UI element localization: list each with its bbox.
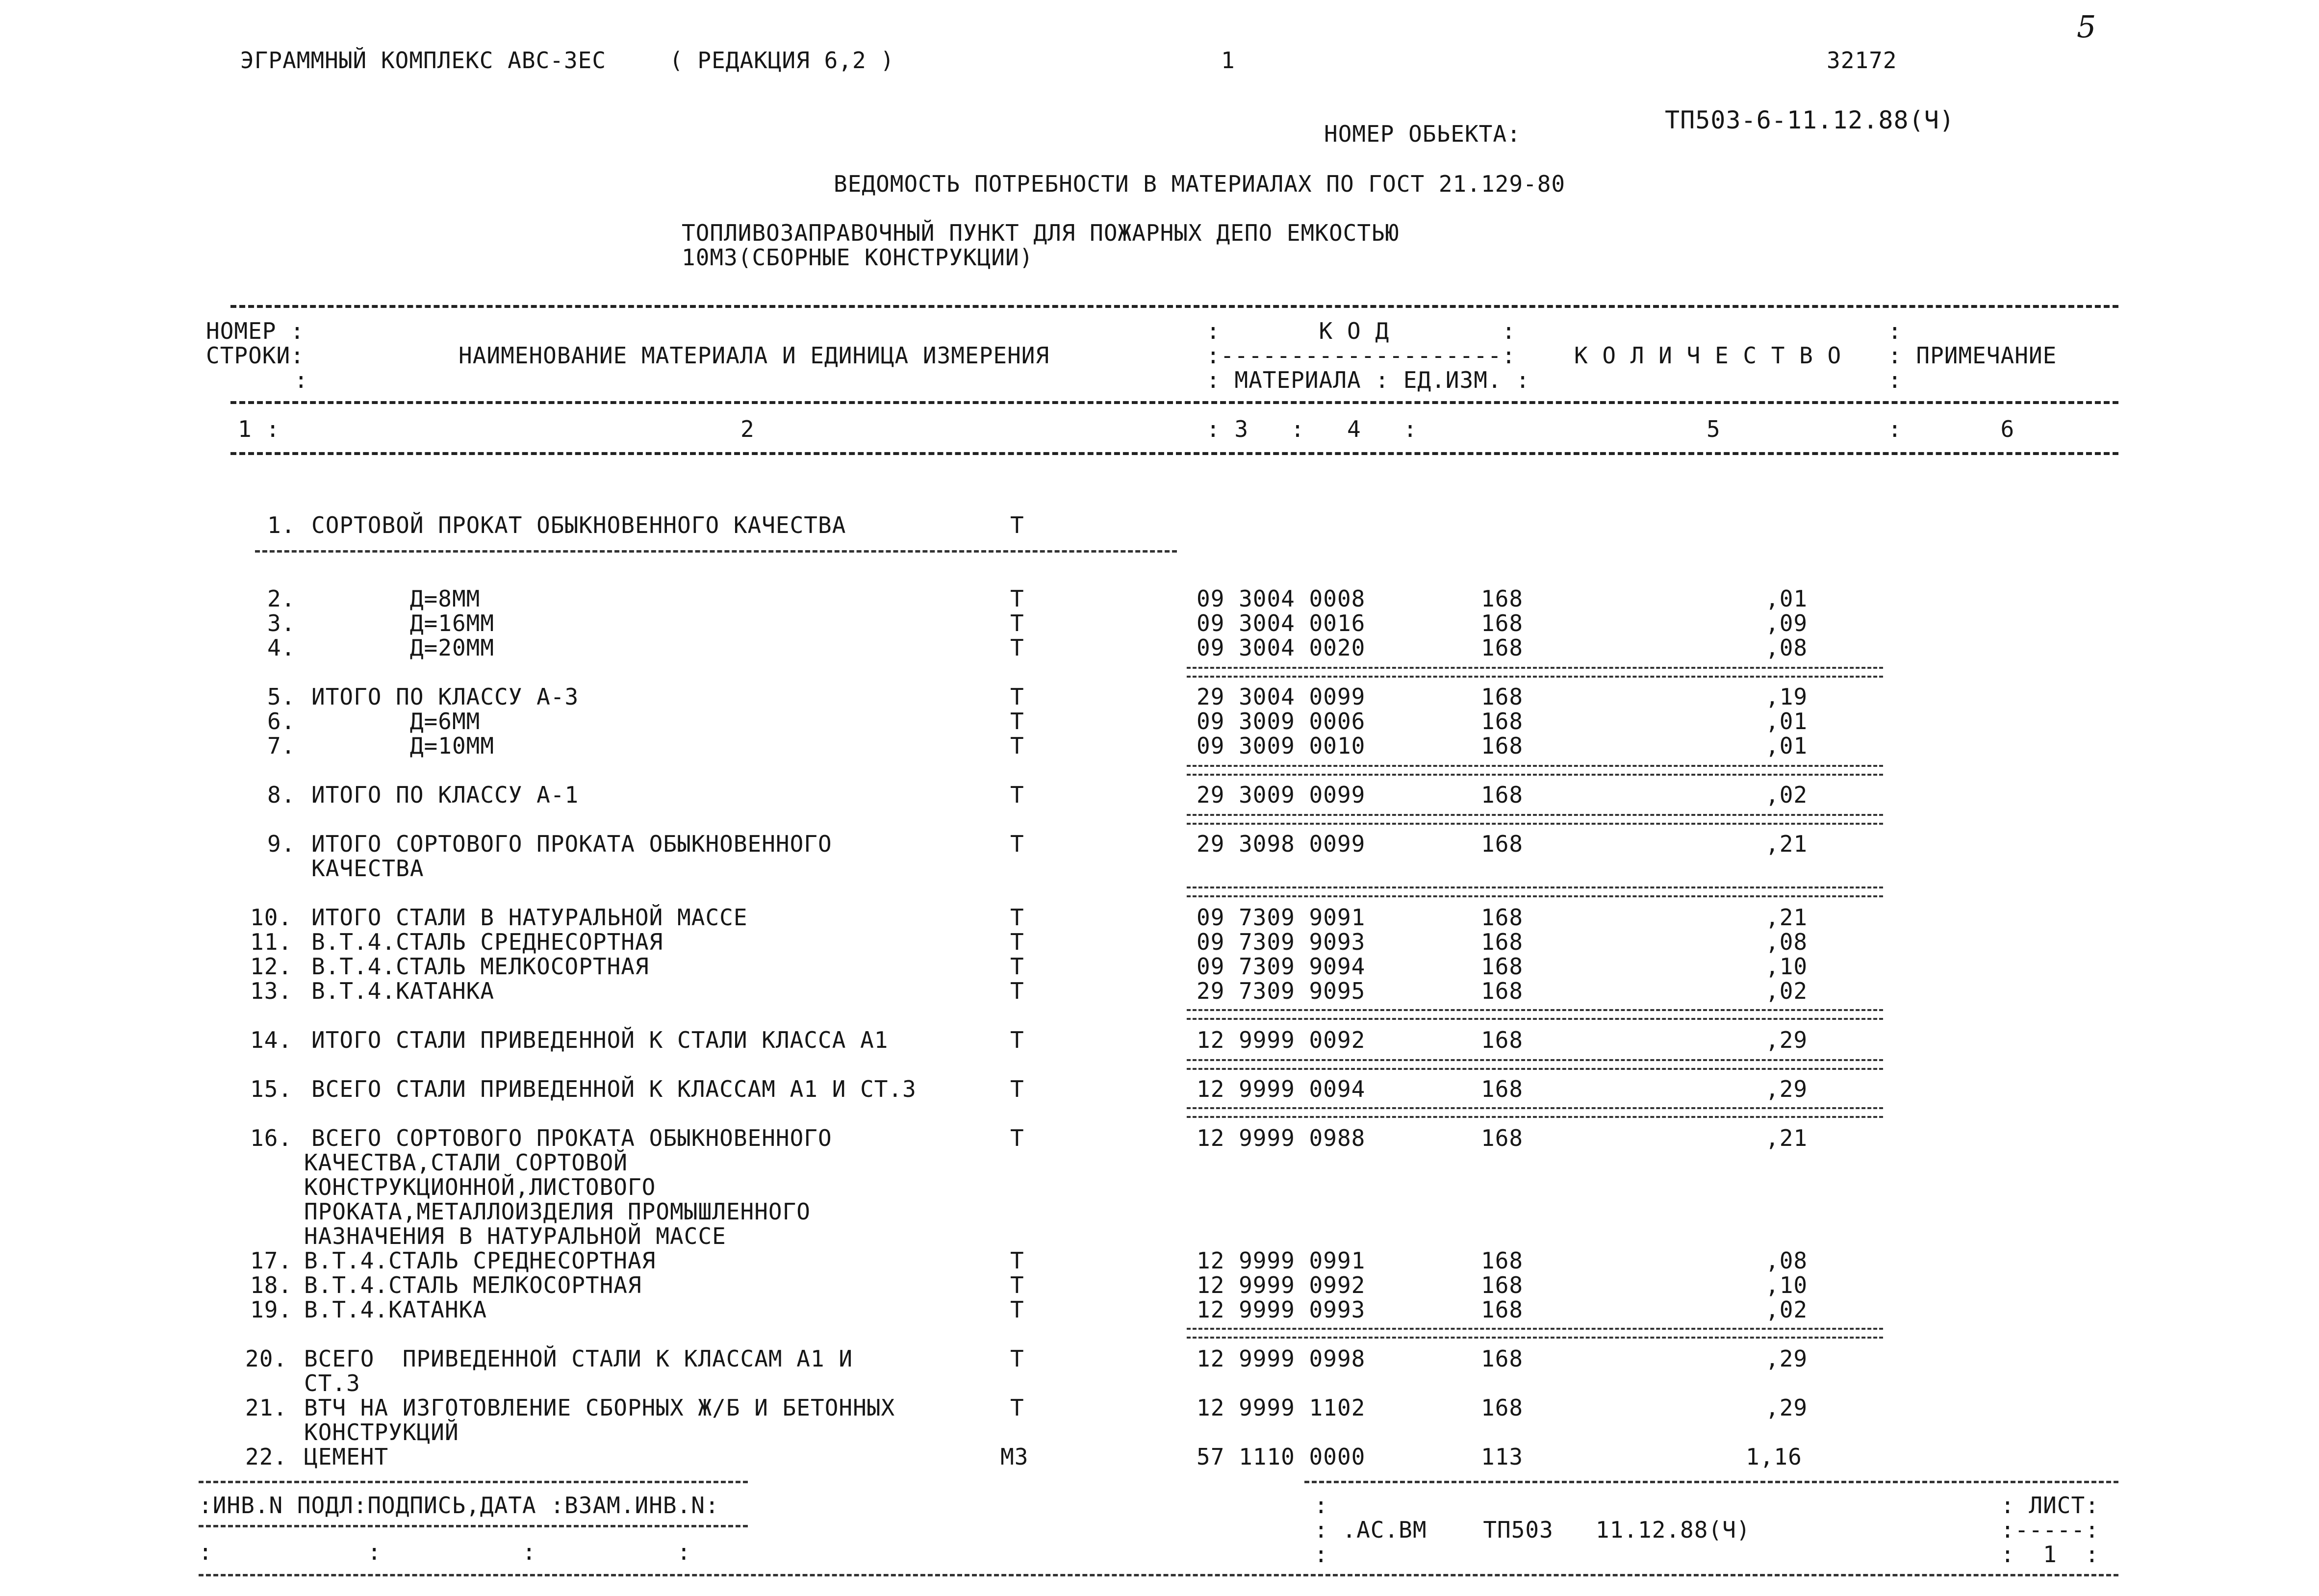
col-number-6: : 6 [1888, 416, 2015, 442]
col-rownum-header-c: : [294, 367, 308, 393]
row-unit-code: 168 [1481, 1345, 1524, 1372]
total-separator [1187, 667, 1883, 678]
row-material-code: 09 3009 0006 [1197, 708, 1366, 735]
row-unit-code: 168 [1481, 831, 1524, 857]
row-quantity: ,08 [1765, 1247, 1808, 1274]
table-row [0, 1273, 2319, 1297]
document-code: 32172 [1827, 47, 1897, 74]
row-material-code: 12 9999 1102 [1197, 1394, 1366, 1421]
table-row [0, 709, 2319, 734]
row-quantity: ,29 [1765, 1027, 1808, 1053]
stamp-doc-a: : [1314, 1492, 1328, 1519]
row-number: 1. [267, 512, 296, 538]
row-number: 9. [267, 831, 296, 857]
row-quantity: ,02 [1765, 782, 1808, 808]
row-material-code: 09 7309 9094 [1197, 953, 1366, 980]
stamp-top-rule [1304, 1481, 2118, 1483]
row-unit: Т [1010, 1394, 1024, 1421]
row-quantity: ,29 [1765, 1345, 1808, 1372]
table-row [0, 684, 2319, 709]
row-unit: Т [1010, 733, 1024, 759]
table-row [0, 586, 2319, 611]
row-name-continued: СТ.3 [304, 1370, 360, 1396]
col-code-header: : К О Д : [1206, 318, 1516, 344]
col-note-header-a: : [1888, 318, 1902, 344]
row-name: В.Т.4.СТАЛЬ МЕЛКОСОРТНАЯ [311, 953, 649, 980]
row-unit: Т [1010, 978, 1024, 1004]
row-quantity: ,10 [1765, 1272, 1808, 1298]
row-material-code: 12 9999 0992 [1197, 1272, 1366, 1298]
row-unit-code: 168 [1481, 978, 1524, 1004]
table-row [0, 783, 2319, 807]
row-material-code: 57 1110 0000 [1197, 1444, 1366, 1470]
stamp-mid-rule [199, 1525, 748, 1527]
row-quantity: ,01 [1765, 585, 1808, 612]
row-unit-code: 168 [1481, 634, 1524, 661]
row-name: ВТЧ НА ИЗГОТОВЛЕНИЕ СБОРНЫХ Ж/Б И БЕТОННЫХ [304, 1394, 895, 1421]
row-number: 5. [267, 684, 296, 710]
row-name: СОРТОВОЙ ПРОКАТ ОБЫКНОВЕННОГО КАЧЕСТВА [311, 512, 846, 538]
row-name: В.Т.4.СТАЛЬ СРЕДНЕСОРТНАЯ [304, 1247, 656, 1274]
row-quantity: ,21 [1765, 831, 1808, 857]
total-separator [1187, 1107, 1883, 1118]
row-number: 11. [250, 929, 293, 955]
row-unit-code: 168 [1481, 1247, 1524, 1274]
table-row [0, 734, 2319, 758]
table-row [0, 832, 2319, 856]
row-unit-code: 168 [1481, 610, 1524, 636]
table-row [0, 1028, 2319, 1052]
row-number: 20. [245, 1345, 288, 1372]
row-number: 19. [250, 1296, 293, 1323]
row-unit: Т [1010, 782, 1024, 808]
row-quantity: ,29 [1765, 1076, 1808, 1102]
row-number: 4. [267, 634, 296, 661]
row-number: 17. [250, 1247, 293, 1274]
table-row [0, 1077, 2319, 1101]
row-name: ИТОГО СТАЛИ ПРИВЕДЕННОЙ К СТАЛИ КЛАССА А1 [311, 1027, 889, 1053]
row-number: 2. [267, 585, 296, 612]
row-unit-code: 168 [1481, 684, 1524, 710]
total-separator [1187, 1009, 1883, 1020]
stamp-sheet-label: : ЛИСТ: [2001, 1492, 2099, 1519]
stamp-doc-reference: : .АС.ВМ ТП503 11.12.88(Ч) [1314, 1517, 1751, 1543]
table-row [0, 1444, 2319, 1469]
header-mid-rule [230, 401, 2118, 404]
row-quantity: ,01 [1765, 708, 1808, 735]
row-unit-code: 168 [1481, 929, 1524, 955]
row-name: Д=10ММ [311, 733, 495, 759]
row-unit: Т [1010, 1125, 1024, 1151]
row-quantity: ,19 [1765, 684, 1808, 710]
row-unit-code: 168 [1481, 1394, 1524, 1421]
row-material-code: 12 9999 0988 [1197, 1125, 1366, 1151]
row-name: ВСЕГО СТАЛИ ПРИВЕДЕННОЙ К КЛАССАМ А1 И СТ.3 [311, 1076, 917, 1102]
header-top-rule [230, 305, 2118, 308]
table-row [0, 1346, 2319, 1371]
row-number: 14. [250, 1027, 293, 1053]
row-number: 10. [250, 904, 293, 931]
row-quantity: 1,16 [1746, 1444, 1802, 1470]
row-quantity: ,21 [1765, 1125, 1808, 1151]
row-name: ВСЕГО ПРИВЕДЕННОЙ СТАЛИ К КЛАССАМ А1 И [304, 1345, 853, 1372]
row-quantity: ,08 [1765, 929, 1808, 955]
row-unit-code: 168 [1481, 904, 1524, 931]
subtitle-line-2: 10М3(СБОРНЫЕ КОНСТРУКЦИИ) [682, 244, 1034, 271]
row-unit-code: 168 [1481, 585, 1524, 612]
table-row [0, 611, 2319, 635]
row-number: 8. [267, 782, 296, 808]
row-unit: Т [1010, 953, 1024, 980]
row-quantity: ,02 [1765, 978, 1808, 1004]
row-name-continued: КАЧЕСТВА [311, 855, 424, 882]
row-name: В.Т.4.КАТАНКА [311, 978, 495, 1004]
total-separator [1187, 765, 1883, 776]
row-name: В.Т.4.СТАЛЬ СРЕДНЕСОРТНАЯ [311, 929, 663, 955]
row-name: ЦЕМЕНТ [304, 1444, 389, 1470]
row-unit: Т [1010, 585, 1024, 612]
row-material-code: 09 3004 0008 [1197, 585, 1366, 612]
total-separator [1187, 1328, 1883, 1339]
row-material-code: 29 7309 9095 [1197, 978, 1366, 1004]
row-unit: М3 [1000, 1444, 1029, 1470]
row-unit-code: 168 [1481, 1076, 1524, 1102]
stamp-doc-b: : [1314, 1541, 1328, 1568]
row-unit: Т [1010, 929, 1024, 955]
sheet-mark: 5 [2077, 9, 2097, 45]
stamp-top-rule [199, 1481, 748, 1483]
row-material-code: 09 7309 9093 [1197, 929, 1366, 955]
col-rownum-header-a: НОМЕР : [206, 318, 305, 344]
row-name: ИТОГО ПО КЛАССУ А-3 [311, 684, 579, 710]
program-name: ЭГРАММНЫЙ КОМПЛЕКС АВС-3ЕС [240, 47, 607, 74]
table-row [0, 1297, 2319, 1322]
object-number: ТП503-6-11.12.88(Ч) [1665, 106, 1955, 134]
row-unit-code: 168 [1481, 1272, 1524, 1298]
row-unit: Т [1010, 1076, 1024, 1102]
row-quantity: ,01 [1765, 733, 1808, 759]
table-row [0, 1395, 2319, 1420]
row-name-continued: НАЗНАЧЕНИЯ В НАТУРАЛЬНОЙ МАССЕ [304, 1223, 726, 1249]
table-row [0, 635, 2319, 660]
row-unit: Т [1010, 708, 1024, 735]
row-name: ВСЕГО СОРТОВОГО ПРОКАТА ОБЫКНОВЕННОГО [311, 1125, 832, 1151]
row-unit: Т [1010, 904, 1024, 931]
table-row [0, 1248, 2319, 1273]
row-quantity: ,10 [1765, 953, 1808, 980]
subtitle-line-1: ТОПЛИВОЗАПРАВОЧНЫЙ ПУНКТ ДЛЯ ПОЖАРНЫХ ДЕПО ЕМКОСТЬЮ [682, 220, 1400, 246]
table-row [0, 930, 2319, 954]
stamp-left-header: :ИНВ.N ПОДЛ:ПОДПИСЬ,ДАТА :ВЗАМ.ИНВ.N: [199, 1492, 719, 1519]
row-unit: Т [1010, 634, 1024, 661]
row-material-code: 12 9999 0094 [1197, 1076, 1366, 1102]
row-name: Д=16ММ [311, 610, 495, 636]
row-unit-code: 168 [1481, 953, 1524, 980]
col-number-1: 1 : [238, 416, 280, 442]
row-material-code: 29 3004 0099 [1197, 684, 1366, 710]
object-label: НОМЕР ОБЬЕКТА: [1324, 121, 1521, 147]
row-unit: Т [1010, 1272, 1024, 1298]
col-quantity-header: К О Л И Ч Е С Т В О [1574, 342, 1842, 369]
row-unit: Т [1010, 1027, 1024, 1053]
page-title: ВЕДОМОСТЬ ПОТРЕБНОСТИ В МАТЕРИАЛАХ ПО ГОСТ 21.129-80 [834, 171, 1566, 197]
total-separator [1187, 887, 1883, 897]
row-material-code: 12 9999 0991 [1197, 1247, 1366, 1274]
row-name-continued: КОНСТРУКЦИЙ [304, 1419, 459, 1445]
row-quantity: ,02 [1765, 1296, 1808, 1323]
col-code-subheader: : МАТЕРИАЛА : ЕД.ИЗМ. : [1206, 367, 1530, 393]
col-number-2: 2 [740, 416, 755, 442]
row-material-code: 12 9999 0092 [1197, 1027, 1366, 1053]
col-number-3-4: : 3 : 4 : [1206, 416, 1418, 442]
header-bottom-rule [230, 452, 2118, 455]
row-material-code: 29 3009 0099 [1197, 782, 1366, 808]
row-name: Д=6ММ [311, 708, 481, 735]
col-code-divider: :--------------------: [1206, 342, 1516, 369]
page-number: 1 [1221, 47, 1235, 74]
table-row [0, 979, 2319, 1003]
stamp-left-cells: : : : : [199, 1539, 691, 1565]
row-number: 18. [250, 1272, 293, 1298]
row-unit: Т [1010, 1296, 1024, 1323]
row-unit-code: 168 [1481, 733, 1524, 759]
stamp-sheet-number: : 1 : [2001, 1541, 2099, 1568]
row-quantity: ,21 [1765, 904, 1808, 931]
row-number: 15. [250, 1076, 293, 1102]
col-note-header-b: : [1888, 367, 1902, 393]
row-quantity: ,08 [1765, 634, 1808, 661]
row-number: 12. [250, 953, 293, 980]
row-material-code: 09 3004 0016 [1197, 610, 1366, 636]
row-name-continued: КОНСТРУКЦИОННОЙ,ЛИСТОВОГО [304, 1174, 656, 1200]
table-row [0, 954, 2319, 979]
table-row [0, 1126, 2319, 1150]
row-material-code: 09 3009 0010 [1197, 733, 1366, 759]
section-underline [255, 550, 1177, 553]
row-name: ИТОГО СТАЛИ В НАТУРАЛЬНОЙ МАССЕ [311, 904, 748, 931]
table-row [0, 905, 2319, 930]
row-number: 22. [245, 1444, 288, 1470]
row-unit: Т [1010, 512, 1024, 538]
col-rownum-header-b: СТРОКИ: [206, 342, 305, 369]
row-material-code: 12 9999 0998 [1197, 1345, 1366, 1372]
row-unit: Т [1010, 684, 1024, 710]
row-unit-code: 168 [1481, 1296, 1524, 1323]
row-number: 3. [267, 610, 296, 636]
row-quantity: ,09 [1765, 610, 1808, 636]
row-name: В.Т.4.КАТАНКА [304, 1296, 487, 1323]
col-note-header: : ПРИМЕЧАНИЕ [1888, 342, 2057, 369]
row-unit-code: 168 [1481, 1027, 1524, 1053]
row-material-code: 09 3004 0020 [1197, 634, 1366, 661]
row-unit-code: 168 [1481, 1125, 1524, 1151]
row-unit: Т [1010, 1247, 1024, 1274]
col-name-header: НАИМЕНОВАНИЕ МАТЕРИАЛА И ЕДИНИЦА ИЗМЕРЕНИЯ [459, 342, 1050, 369]
stamp-bottom-rule [199, 1574, 2118, 1576]
row-material-code: 12 9999 0993 [1197, 1296, 1366, 1323]
row-material-code: 09 7309 9091 [1197, 904, 1366, 931]
row-name: В.Т.4.СТАЛЬ МЕЛКОСОРТНАЯ [304, 1272, 642, 1298]
total-separator [1187, 1059, 1883, 1070]
row-name-continued: КАЧЕСТВА,СТАЛИ СОРТОВОЙ [304, 1149, 628, 1176]
row-unit: Т [1010, 1345, 1024, 1372]
row-name-continued: ПРОКАТА,МЕТАЛЛОИЗДЕЛИЯ ПРОМЫШЛЕННОГО [304, 1198, 811, 1225]
row-unit-code: 168 [1481, 782, 1524, 808]
row-material-code: 29 3098 0099 [1197, 831, 1366, 857]
row-unit-code: 113 [1481, 1444, 1524, 1470]
table-row [0, 513, 2319, 537]
row-name: ИТОГО ПО КЛАССУ А-1 [311, 782, 579, 808]
row-name: Д=8ММ [311, 585, 481, 612]
row-unit-code: 168 [1481, 708, 1524, 735]
row-unit: Т [1010, 831, 1024, 857]
stamp-sheet-divider: :-----: [2001, 1517, 2099, 1543]
row-number: 16. [250, 1125, 293, 1151]
row-number: 13. [250, 978, 293, 1004]
row-number: 7. [267, 733, 296, 759]
row-number: 21. [245, 1394, 288, 1421]
edition-label: ( РЕДАКЦИЯ 6,2 ) [669, 47, 895, 74]
row-number: 6. [267, 708, 296, 735]
total-separator [1187, 814, 1883, 825]
row-unit: Т [1010, 610, 1024, 636]
row-name: ИТОГО СОРТОВОГО ПРОКАТА ОБЫКНОВЕННОГО [311, 831, 832, 857]
col-number-5: 5 [1707, 416, 1721, 442]
row-name: Д=20ММ [311, 634, 495, 661]
row-quantity: ,29 [1765, 1394, 1808, 1421]
